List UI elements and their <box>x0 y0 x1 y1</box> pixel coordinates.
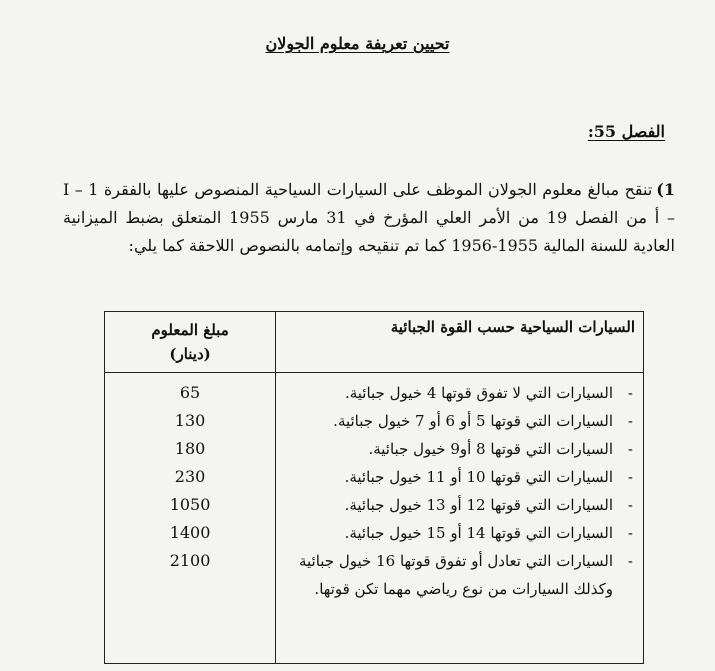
bullet-dash: - <box>627 440 633 458</box>
list-item <box>284 519 633 547</box>
list-item <box>284 491 633 519</box>
amount-value: 180 <box>174 439 206 458</box>
car-description: السيارات التي لا تفوق قوتها 4 خيول جبائية. <box>344 384 613 402</box>
amount-value: 130 <box>174 411 206 430</box>
car-description: السيارات التي قوتها 5 أو 6 أو 7 خيول جبائية. <box>333 412 613 430</box>
bullet-dash: - <box>627 524 633 542</box>
list-item <box>284 463 633 491</box>
paragraph-text: تنقح مبالغ معلوم الجولان الموظف على السيارات السياحية المنصوص عليها بالفقرة I – 1 – أ من الفصل 19 من الأمر العلي المؤرخ في 31 مارس 1955 المتعلق بضبط الميزانية العادية للسنة المالية 1955-1956 كما تم تنقيحه وإتمامه بالنصوص اللاحقة كما يلي: <box>63 180 676 255</box>
bullet-dash: - <box>627 412 633 430</box>
list-item <box>284 547 633 603</box>
fees-table <box>104 311 644 664</box>
car-description: السيارات التي قوتها 8 أو9 خيول جبائية. <box>368 440 613 458</box>
header-amount-line2: (دينار) <box>169 345 211 363</box>
list-item <box>284 435 633 463</box>
amount-value: 1050 <box>169 495 211 514</box>
amount-value: 1400 <box>169 523 211 542</box>
header-cars: السيارات السياحية حسب القوة الجبائية <box>276 312 644 373</box>
bullet-dash: - <box>627 552 633 570</box>
paragraph-1 <box>63 176 675 260</box>
header-amount-line1: مبلغ المعلوم <box>151 321 229 339</box>
chapter-heading: الفصل 55: <box>587 122 665 141</box>
table-body-row <box>105 373 644 664</box>
car-description: السيارات التي قوتها 14 أو 15 خيول جبائية. <box>344 524 613 542</box>
amount-value: 230 <box>174 467 206 486</box>
table-header-row <box>105 312 644 373</box>
paragraph-number: 1) <box>656 180 676 199</box>
document-title: تحيين تعريفة معلوم الجولان <box>265 34 450 53</box>
cars-cell <box>276 373 644 664</box>
car-description: السيارات التي قوتها 12 أو 13 خيول جبائية. <box>344 496 613 514</box>
bullet-dash: - <box>627 468 633 486</box>
list-item <box>284 407 633 435</box>
cars-list <box>284 379 633 603</box>
car-description: السيارات التي تعادل أو تفوق قوتها 16 خيول جبائية وكذلك السيارات من نوع رياضي مهما تكن قوتها. <box>298 552 613 598</box>
list-item <box>284 379 633 407</box>
amounts-list <box>109 379 271 575</box>
bullet-dash: - <box>627 496 633 514</box>
amount-value: 65 <box>179 383 201 402</box>
bullet-dash: - <box>627 384 633 402</box>
amount-cell <box>105 373 276 664</box>
car-description: السيارات التي قوتها 10 أو 11 خيول جبائية. <box>344 468 613 486</box>
amount-value: 2100 <box>169 551 211 570</box>
header-amount <box>105 312 276 373</box>
